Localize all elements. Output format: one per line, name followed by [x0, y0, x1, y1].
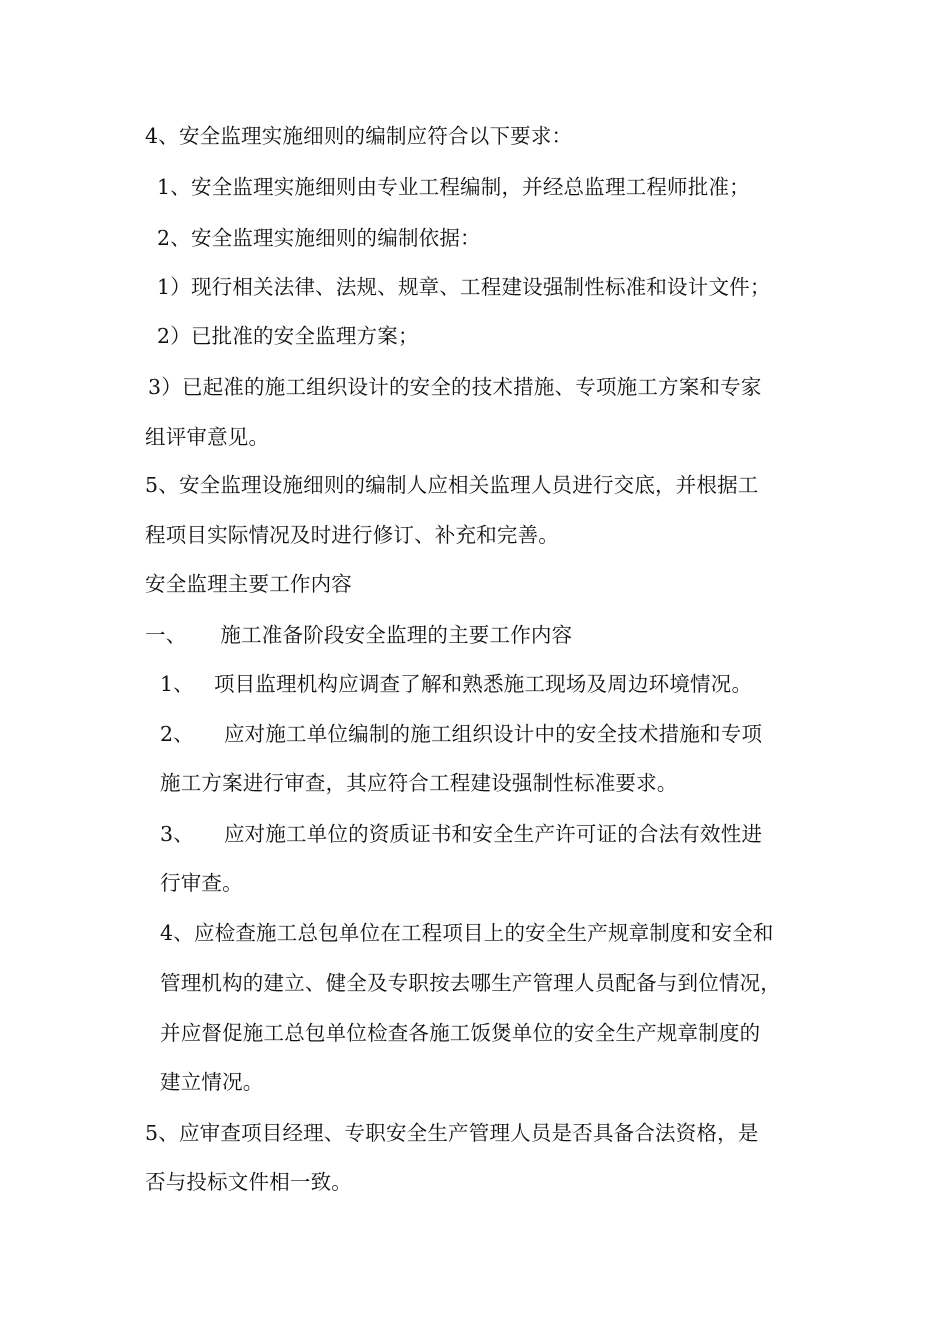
- line-text: 4、应检查施工总包单位在工程项目上的安全生产规章制度和安全和: [160, 921, 774, 945]
- list-item-continuation: [160, 769, 678, 797]
- line-text: 组评审意见。: [145, 425, 270, 449]
- paragraph-line: [145, 521, 559, 549]
- paragraph-line: [157, 322, 419, 350]
- list-item: [160, 919, 774, 947]
- line-text: 施工准备阶段安全监理的主要工作内容: [220, 623, 573, 647]
- line-text: 否与投标文件相一致。: [145, 1170, 352, 1194]
- line-text: 程项目实际情况及时进行修订、补充和完善。: [145, 523, 559, 547]
- paragraph-line: [157, 273, 771, 301]
- line-text: 2、安全监理实施细则的编制依据：: [157, 226, 481, 250]
- list-item: [160, 820, 762, 848]
- list-marker: 一、: [145, 623, 187, 647]
- list-item-continuation: [160, 1019, 760, 1047]
- paragraph-line: [145, 471, 759, 499]
- list-item-continuation: [160, 969, 781, 997]
- line-text: 3）已起准的施工组织设计的安全的技术措施、专项施工方案和专家: [148, 375, 762, 399]
- line-text: 应对施工单位的资质证书和安全生产许可证的合法有效性进: [223, 822, 763, 846]
- line-text: 施工方案进行审查，其应符合工程建设强制性标准要求。: [160, 771, 678, 795]
- line-text: 安全监理主要工作内容: [145, 572, 352, 596]
- line-text: 建立情况。: [160, 1070, 264, 1094]
- line-text: 项目监理机构应调查了解和熟悉施工现场及周边环境情况。: [213, 672, 753, 696]
- list-marker: 1、: [160, 672, 194, 696]
- list-marker: 3、: [160, 822, 194, 846]
- line-text: 4、安全监理实施细则的编制应符合以下要求：: [145, 124, 573, 148]
- paragraph-line: [148, 373, 762, 401]
- paragraph-line: [157, 173, 750, 201]
- line-text: 5、应审查项目经理、专职安全生产管理人员是否具备合法资格，是: [145, 1121, 759, 1145]
- line-text: 并应督促施工总包单位检查各施工饭煲单位的安全生产规章制度的: [160, 1021, 761, 1045]
- paragraph-line: [145, 423, 269, 451]
- line-text: 5、安全监理设施细则的编制人应相关监理人员进行交底，并根据工: [145, 473, 759, 497]
- line-text: 2）已批准的安全监理方案；: [157, 324, 419, 348]
- line-text: 1）现行相关法律、法规、规章、工程建设强制性标准和设计文件；: [157, 275, 771, 299]
- list-item: [160, 670, 752, 698]
- section-heading: [145, 570, 352, 598]
- paragraph-line: [145, 1119, 759, 1147]
- paragraph-line: [157, 224, 481, 252]
- paragraph-line: [145, 122, 572, 150]
- list-item-continuation: [160, 1068, 264, 1096]
- line-text: 1、安全监理实施细则由专业工程编制，并经总监理工程师批准；: [157, 175, 750, 199]
- paragraph-line: [145, 1168, 352, 1196]
- line-text: 管理机构的建立、健全及专职按去哪生产管理人员配备与到位情况，: [160, 971, 781, 995]
- list-item-continuation: [160, 869, 243, 897]
- list-item: [160, 720, 762, 748]
- subsection-heading: [145, 621, 572, 649]
- line-text: 应对施工单位编制的施工组织设计中的安全技术措施和专项: [223, 722, 763, 746]
- line-text: 行审查。: [160, 871, 243, 895]
- list-marker: 2、: [160, 722, 194, 746]
